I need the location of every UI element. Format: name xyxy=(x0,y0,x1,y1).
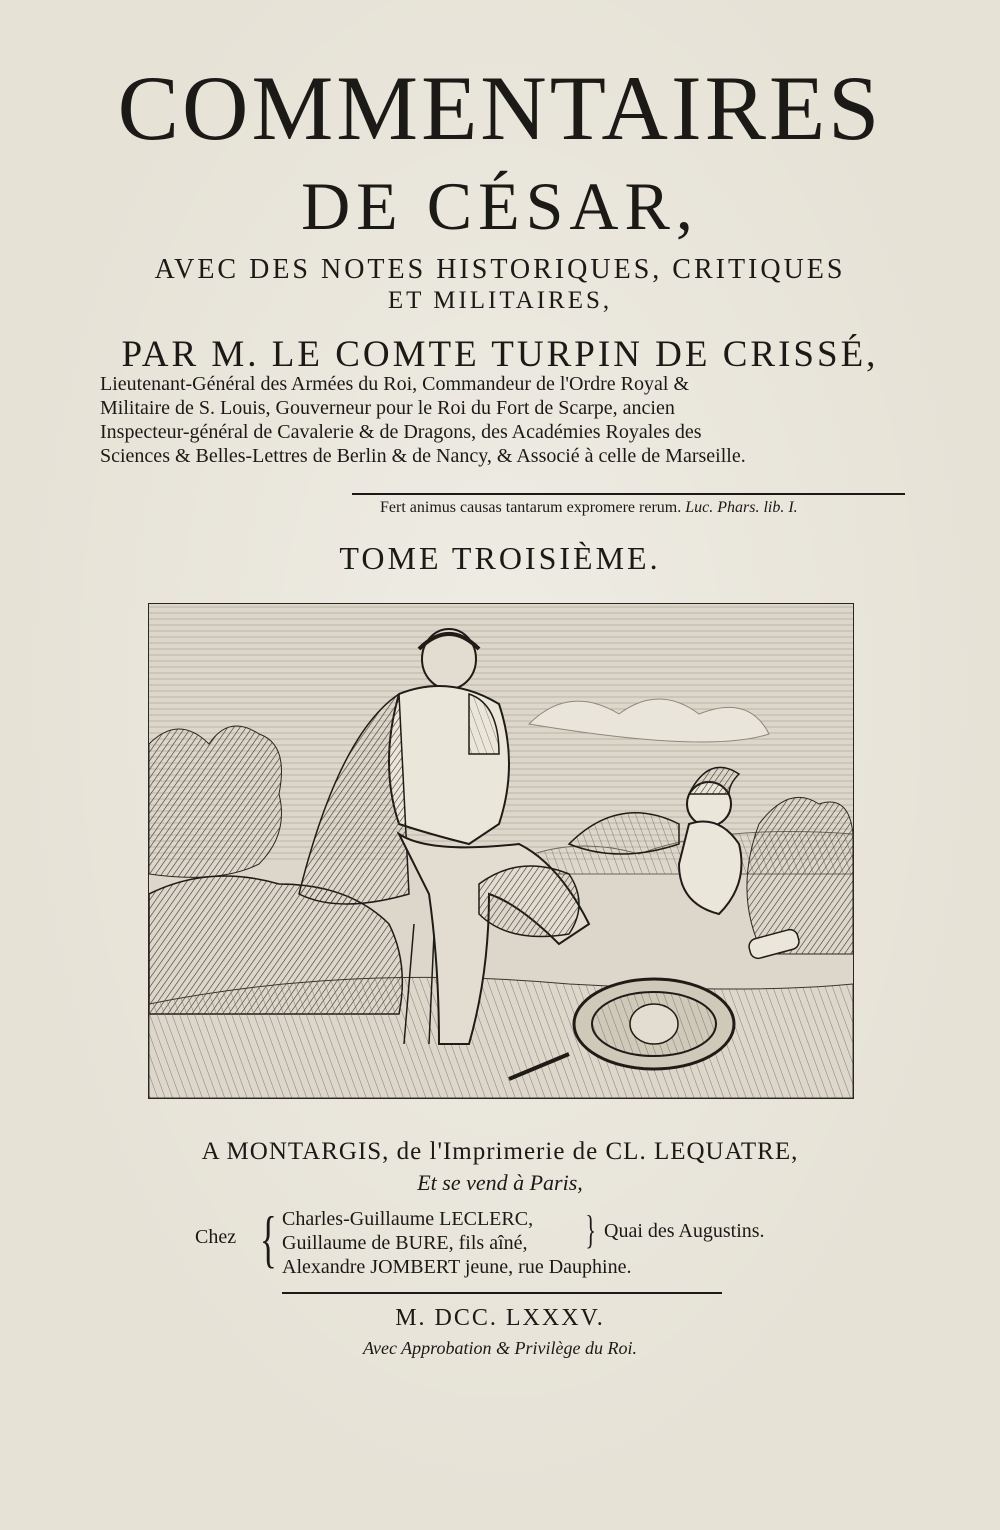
author-titles xyxy=(100,372,910,468)
left-brace-icon: { xyxy=(259,1203,277,1274)
seller-item: Alexandre JOMBERT jeune, rue Dauphine. xyxy=(282,1256,632,1278)
author-titles-line: Militaire de S. Louis, Gouverneur pour le Roi du Fort de Scarpe, ancien xyxy=(100,397,675,419)
author-titles-line: Lieutenant-Général des Armées du Roi, Commandeur de l'Ordre Royal & xyxy=(100,373,689,395)
imprint-line: A MONTARGIS, de l'Imprimerie de CL. LEQUATRE, xyxy=(201,1138,799,1165)
title-line-1: COMMENTAIRES xyxy=(117,57,883,159)
author-name: PAR M. LE COMTE TURPIN DE CRISSÉ, xyxy=(121,334,879,375)
epigraph-source: Luc. Phars. lib. I. xyxy=(685,499,798,516)
quai-address: Quai des Augustins. xyxy=(604,1220,765,1242)
chez-label: Chez xyxy=(195,1226,237,1248)
sold-in-line: Et se vend à Paris, xyxy=(417,1170,583,1195)
seller-item: Guillaume de BURE, fils aîné, xyxy=(282,1232,528,1254)
subtitle-line-2: ET MILITAIRES, xyxy=(387,287,613,314)
approbation-line: Avec Approbation & Privilège du Roi. xyxy=(363,1338,637,1358)
engraving-caesar-icon xyxy=(149,604,853,1098)
title-line-2: DE CÉSAR, xyxy=(301,168,699,244)
engraving-illustration xyxy=(148,603,854,1099)
sellers-list xyxy=(282,1207,631,1279)
author-titles-line: Sciences & Belles-Lettres de Berlin & de Nancy, & Associé à celle de Marseille. xyxy=(100,445,746,467)
subtitle-line-1: AVEC DES NOTES HISTORIQUES, CRITIQUES xyxy=(154,254,846,285)
divider-rule xyxy=(352,493,905,495)
divider-rule-bottom xyxy=(282,1292,722,1294)
epigraph-text: Fert animus causas tantarum expromere rerum. xyxy=(380,499,682,516)
seller-item: Charles-Guillaume LECLERC, xyxy=(282,1208,534,1230)
publication-year: M. DCC. LXXXV. xyxy=(395,1305,605,1331)
author-titles-line: Inspecteur-général de Cavalerie & de Dragons, des Académies Royales des xyxy=(100,421,702,443)
epigraph xyxy=(380,499,798,517)
volume-label: TOME TROISIÈME. xyxy=(339,540,661,576)
right-brace-icon: } xyxy=(585,1207,596,1252)
